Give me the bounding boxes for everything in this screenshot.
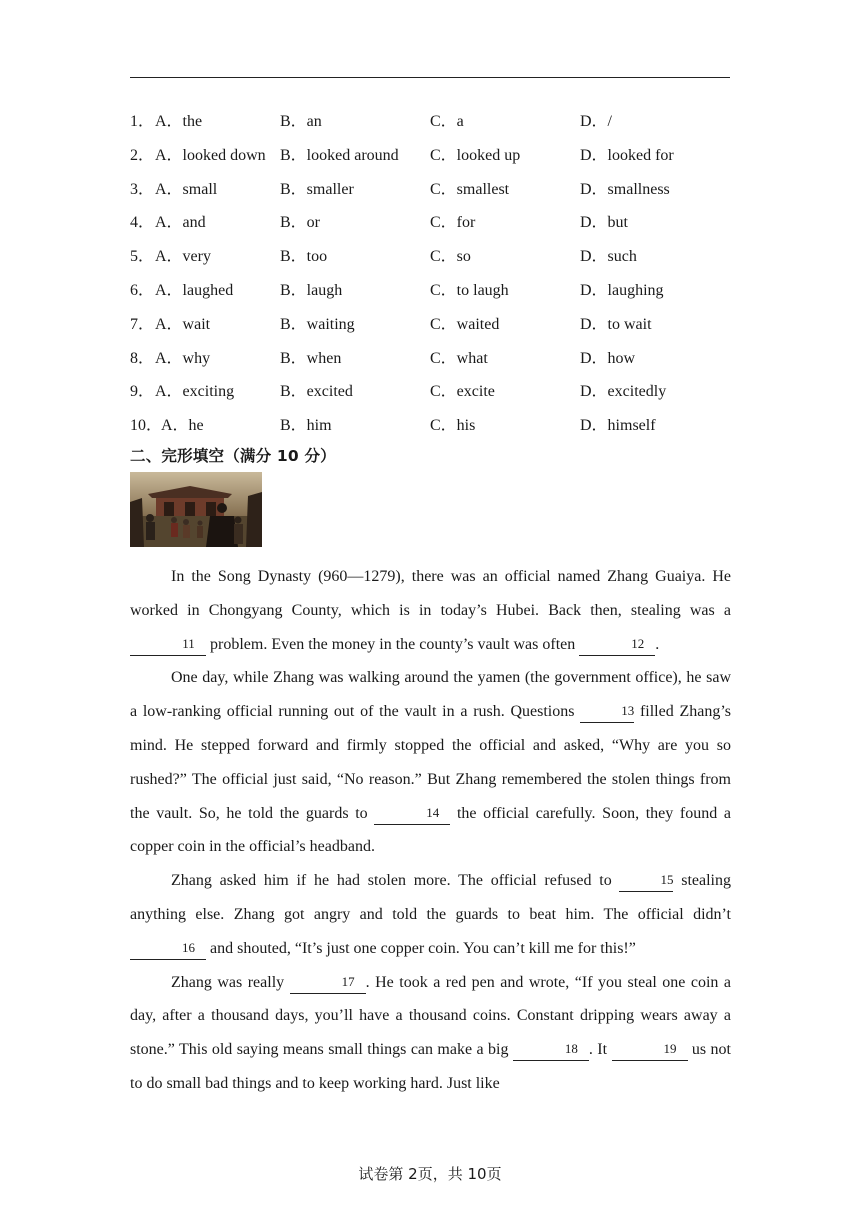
blank-17[interactable]: 17	[290, 973, 366, 994]
passage-text: us not to do small bad things and to keep working hard. Just like	[130, 1041, 732, 1092]
question-number: 4．	[130, 214, 155, 232]
passage-text: . He took a red pen and wrote, “If you steal one coin a day, after a thousand days, you’ll have a thousand coins. Constant dripping wears away a stone.” This old saying means small things can make a big	[130, 973, 732, 1059]
choice-d: D．/	[580, 113, 613, 130]
choice-c: C．smallest	[430, 180, 510, 198]
passage-text: filled Zhang’s mind. He stepped forward and firmly stopped the official and asked, “Why are you so rushed?” The official just said, “No reason.” But Zhang remembered the stolen things from the vault. So, he told the guards to	[130, 703, 731, 822]
passage-illustration	[130, 472, 262, 547]
choice-d: D．excitedly	[580, 383, 667, 401]
passage-text: One day, while Zhang was walking around the yamen (the government office), he saw a low-ranking official running out of the vault in a rush. Questions	[130, 669, 731, 721]
choice-c: C．waited	[430, 315, 500, 333]
answer-options	[130, 112, 740, 450]
choice-a: A．small	[155, 180, 218, 198]
page-footer: 试卷第 2页，共 10页	[358, 1165, 502, 1183]
passage-paragraph-1	[130, 560, 731, 661]
passage-paragraph-2	[130, 661, 731, 864]
passage-text: Zhang asked him if he had stolen more. The official refused to	[171, 872, 620, 890]
choice-b: B．laugh	[280, 281, 343, 299]
choice-c: C．for	[430, 214, 476, 232]
choice-a: A．wait	[155, 315, 211, 333]
choice-c: C．to laugh	[430, 281, 509, 299]
choice-b: B．him	[280, 417, 332, 435]
choice-b: B．an	[280, 113, 322, 130]
blank-16[interactable]: 16	[130, 939, 206, 960]
blank-15[interactable]: 15	[619, 871, 673, 892]
choice-c: C．what	[430, 349, 488, 367]
choice-b: B．too	[280, 248, 328, 266]
passage-paragraph-3	[130, 864, 731, 965]
passage-paragraph-4	[130, 966, 731, 1101]
choice-a: A．exciting	[155, 383, 235, 401]
choice-d: D．looked for	[580, 146, 674, 164]
passage-text: Zhang was really	[171, 973, 290, 991]
choice-d: D．himself	[580, 417, 656, 435]
blank-18[interactable]: 18	[513, 1040, 589, 1061]
passage-text: stealing anything else. Zhang got angry and told the guards to beat him. The official didn’t	[130, 872, 731, 923]
option-row-9	[130, 382, 740, 416]
question-number: 9．	[130, 383, 155, 401]
choice-d: D．to wait	[580, 315, 652, 333]
choice-d: D．but	[580, 214, 629, 232]
choice-d: D．smallness	[580, 180, 670, 198]
choice-b: B．smaller	[280, 180, 354, 198]
choice-c: C．so	[430, 248, 471, 266]
question-number: 3．	[130, 180, 155, 198]
option-row-6	[130, 281, 740, 315]
blank-14[interactable]: 14	[374, 804, 450, 825]
choice-b: B．excited	[280, 383, 353, 401]
choice-a: A．laughed	[155, 281, 234, 299]
blank-12[interactable]: 12	[579, 635, 655, 656]
question-number: 7．	[130, 315, 155, 333]
choice-c: C．a	[430, 113, 464, 130]
blank-11[interactable]: 11	[130, 635, 206, 656]
choice-b: B．waiting	[280, 315, 355, 333]
blank-19[interactable]: 19	[612, 1040, 688, 1061]
choice-b: B．looked around	[280, 146, 399, 164]
choice-d: D．such	[580, 248, 637, 266]
choice-c: C．looked up	[430, 146, 521, 164]
choice-a: A．why	[155, 349, 211, 367]
choice-d: D．how	[580, 349, 636, 367]
question-number: 8．	[130, 349, 155, 367]
passage-text: and shouted, “It’s just one copper coin. You can’t kill me for this!”	[206, 939, 636, 957]
option-row-4	[130, 213, 740, 247]
choice-b: B．or	[280, 214, 321, 232]
passage-text: the official carefully. Soon, they found a copper coin in the official’s headband.	[130, 804, 732, 856]
choice-a: A．the	[155, 113, 203, 130]
choice-a: A．very	[155, 248, 211, 266]
passage-text: . It	[588, 1041, 612, 1059]
question-number: 2．	[130, 146, 155, 164]
choice-d: D．laughing	[580, 281, 664, 299]
question-number: 1．	[130, 113, 155, 130]
header-rule	[130, 77, 730, 78]
question-number: 6．	[130, 281, 155, 299]
option-row-3	[130, 180, 740, 214]
choice-a: A．and	[155, 214, 206, 232]
cloze-passage	[130, 560, 731, 1101]
passage-text: In the Song Dynasty (960—1279), there was an official named Zhang Guaiya. He worked in Chongyang County, which is in today’s Hubei. Back then, stealing was a	[130, 568, 731, 619]
question-number: 10．	[130, 417, 163, 435]
option-row-2	[130, 146, 740, 180]
passage-text: problem. Even the money in the county’s vault was often	[206, 635, 580, 653]
option-row-1	[130, 112, 740, 146]
choice-c: C．his	[430, 417, 476, 435]
option-row-7	[130, 315, 740, 349]
option-row-8	[130, 349, 740, 383]
choice-b: B．when	[280, 349, 342, 367]
section-title: 二、完形填空（满分 10 分）	[130, 447, 336, 465]
choice-a: A．he	[161, 417, 204, 435]
question-number: 5．	[130, 248, 155, 266]
choice-a: A．looked down	[155, 146, 266, 164]
passage-text: .	[655, 635, 660, 653]
choice-c: C．excite	[430, 383, 495, 401]
blank-13[interactable]: 13	[580, 702, 634, 723]
option-row-5	[130, 247, 740, 281]
